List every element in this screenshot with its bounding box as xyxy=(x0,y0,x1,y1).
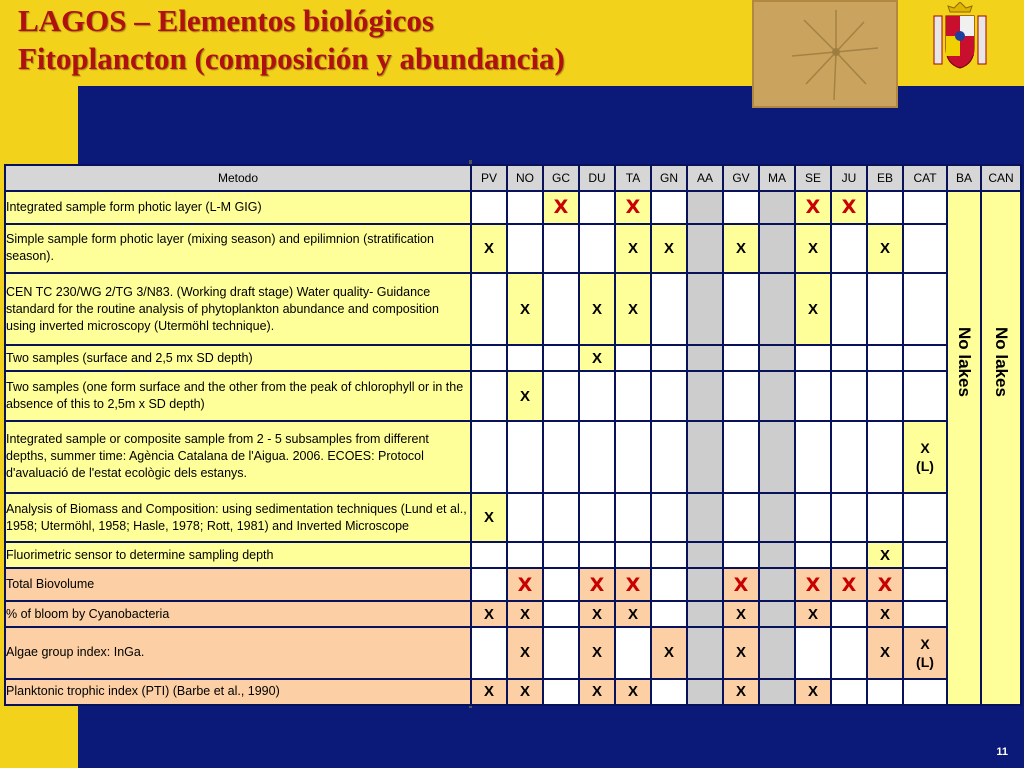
title-line-2: Fitoplancton (composición y abundancia) xyxy=(18,41,565,76)
cell-aa xyxy=(687,371,723,420)
cell-gc xyxy=(543,493,579,542)
cell-aa xyxy=(687,224,723,273)
cell-cat xyxy=(903,421,947,493)
cell-no xyxy=(507,273,543,345)
header-pv: PV xyxy=(471,165,507,191)
method-cell: Two samples (surface and 2,5 mx SD depth) xyxy=(5,345,471,371)
spain-coat-of-arms-icon xyxy=(926,2,994,74)
cell-gn xyxy=(651,568,687,601)
red-x-mark: X xyxy=(733,573,749,596)
cell-ju xyxy=(831,224,867,273)
cell-cat xyxy=(903,601,947,627)
header-gv: GV xyxy=(723,165,759,191)
cell-no xyxy=(507,627,543,679)
x-mark: X xyxy=(519,683,530,701)
cell-aa xyxy=(687,601,723,627)
cell-cat xyxy=(903,542,947,568)
cell-du xyxy=(579,542,615,568)
x-mark: X xyxy=(519,644,530,662)
cell-se xyxy=(795,345,831,371)
header-se: SE xyxy=(795,165,831,191)
x-mark: X xyxy=(879,605,890,623)
x-mark: X xyxy=(807,300,818,318)
cell-aa xyxy=(687,191,723,224)
red-x-mark: X xyxy=(805,196,821,219)
cell-ta xyxy=(615,601,651,627)
cell-ma xyxy=(759,191,795,224)
red-x-mark: X xyxy=(517,573,533,596)
cell-aa xyxy=(687,679,723,705)
cell-ju xyxy=(831,345,867,371)
x-mark: X xyxy=(483,683,494,701)
cell-gv xyxy=(723,601,759,627)
cell-du xyxy=(579,345,615,371)
header-gc: GC xyxy=(543,165,579,191)
cell-gn xyxy=(651,191,687,224)
method-cell: Two samples (one form surface and the other from the peak of chlorophyll or in the absence of this to 2,5m x SD depth) xyxy=(5,371,471,420)
x-mark: X xyxy=(663,239,674,257)
cell-du xyxy=(579,627,615,679)
cell-ta xyxy=(615,627,651,679)
cell-gc xyxy=(543,679,579,705)
cell-gv xyxy=(723,224,759,273)
red-x-mark: X xyxy=(625,573,641,596)
cell-eb xyxy=(867,345,903,371)
cell-du xyxy=(579,273,615,345)
cell-pv xyxy=(471,601,507,627)
method-cell: Simple sample form photic layer (mixing season) and epilimnion (stratification season). xyxy=(5,224,471,273)
cell-gv xyxy=(723,421,759,493)
table-row xyxy=(5,345,1021,371)
cell-aa xyxy=(687,627,723,679)
header-cat: CAT xyxy=(903,165,947,191)
header-ba: BA xyxy=(947,165,981,191)
cell-no xyxy=(507,191,543,224)
cell-no xyxy=(507,371,543,420)
cell-no xyxy=(507,679,543,705)
cell-se xyxy=(795,224,831,273)
cell-ta xyxy=(615,679,651,705)
cell-ta xyxy=(615,568,651,601)
cell-pv xyxy=(471,421,507,493)
cell-ma xyxy=(759,542,795,568)
cell-gn xyxy=(651,273,687,345)
method-cell: Analysis of Biomass and Composition: using sedimentation techniques (Lund et al., 1958; Utermöhl, 1958; Hasle, 1978; Rott, 1981) and Inverted Microscope xyxy=(5,493,471,542)
slide-number: 11 xyxy=(996,746,1008,758)
method-cell: Fluorimetric sensor to determine sampling depth xyxy=(5,542,471,568)
cell-eb xyxy=(867,493,903,542)
cell-gc xyxy=(543,542,579,568)
x-mark: X xyxy=(519,387,530,405)
cell-ju xyxy=(831,191,867,224)
cell-gc xyxy=(543,421,579,493)
cell-ju xyxy=(831,679,867,705)
table-row xyxy=(5,273,1021,345)
cell-no xyxy=(507,601,543,627)
cell-ta xyxy=(615,345,651,371)
cell-gc xyxy=(543,371,579,420)
x-mark: X xyxy=(483,239,494,257)
cell-eb xyxy=(867,191,903,224)
table-row xyxy=(5,224,1021,273)
cell-gv xyxy=(723,542,759,568)
cell-pv xyxy=(471,568,507,601)
cell-gc xyxy=(543,191,579,224)
cell-ju xyxy=(831,627,867,679)
cell-ju xyxy=(831,421,867,493)
x-mark: X xyxy=(735,239,746,257)
cell-ju xyxy=(831,568,867,601)
cell-eb xyxy=(867,601,903,627)
header-eb: EB xyxy=(867,165,903,191)
cell-pv xyxy=(471,493,507,542)
red-x-mark: X xyxy=(553,196,569,219)
cell-ma xyxy=(759,568,795,601)
cell-pv xyxy=(471,627,507,679)
cell-ju xyxy=(831,601,867,627)
cell-gn xyxy=(651,421,687,493)
x-mark: X xyxy=(879,239,890,257)
cell-gc xyxy=(543,601,579,627)
cell-eb xyxy=(867,421,903,493)
x-mark: X xyxy=(735,683,746,701)
x-mark: X xyxy=(807,605,818,623)
cell-cat xyxy=(903,191,947,224)
table-row xyxy=(5,371,1021,420)
cell-gv xyxy=(723,345,759,371)
cell-se xyxy=(795,627,831,679)
title-line-1: LAGOS – Elementos biológicos xyxy=(18,3,434,38)
cell-ta xyxy=(615,371,651,420)
no-lakes-cell-ba xyxy=(947,191,981,705)
x-mark: X xyxy=(591,605,602,623)
method-cell: CEN TC 230/WG 2/TG 3/N83. (Working draft stage) Water quality- Guidance standard for the routine analysis of phytoplankton abundance and composition using inverted microscopy (Utermöhl technique). xyxy=(5,273,471,345)
cell-gc xyxy=(543,224,579,273)
cell-du xyxy=(579,421,615,493)
cell-no xyxy=(507,493,543,542)
header-method: Metodo xyxy=(5,165,471,191)
x-mark: X xyxy=(483,605,494,623)
cell-gv xyxy=(723,679,759,705)
x-mark: X xyxy=(591,300,602,318)
cell-aa xyxy=(687,421,723,493)
cell-gn xyxy=(651,493,687,542)
cell-gn xyxy=(651,224,687,273)
method-cell: % of bloom by Cyanobacteria xyxy=(5,601,471,627)
cell-ju xyxy=(831,542,867,568)
table-row xyxy=(5,568,1021,601)
header-can: CAN xyxy=(981,165,1021,191)
cell-gn xyxy=(651,371,687,420)
no-lakes-label: No lakes xyxy=(955,326,974,397)
cell-gv xyxy=(723,627,759,679)
cell-ma xyxy=(759,627,795,679)
red-x-mark: X xyxy=(841,196,857,219)
phytoplankton-photo xyxy=(752,0,898,108)
table-row xyxy=(5,679,1021,705)
cell-du xyxy=(579,493,615,542)
table-row xyxy=(5,493,1021,542)
x-mark: X xyxy=(483,509,494,527)
header-ju: JU xyxy=(831,165,867,191)
table-row xyxy=(5,542,1021,568)
cell-eb xyxy=(867,627,903,679)
cell-ma xyxy=(759,345,795,371)
x-mark: X xyxy=(807,683,818,701)
cell-ta xyxy=(615,273,651,345)
cell-cat xyxy=(903,679,947,705)
cell-ta xyxy=(615,542,651,568)
x-mark: X (L) xyxy=(916,439,934,474)
x-mark: X xyxy=(627,239,638,257)
x-mark: X xyxy=(591,683,602,701)
cell-se xyxy=(795,273,831,345)
cell-ta xyxy=(615,421,651,493)
cell-pv xyxy=(471,345,507,371)
cell-ju xyxy=(831,371,867,420)
cell-ju xyxy=(831,273,867,345)
header-ta: TA xyxy=(615,165,651,191)
cell-cat xyxy=(903,568,947,601)
cell-aa xyxy=(687,493,723,542)
cell-pv xyxy=(471,542,507,568)
no-lakes-cell-can xyxy=(981,191,1021,705)
cell-ma xyxy=(759,273,795,345)
x-mark: X xyxy=(591,644,602,662)
cell-gv xyxy=(723,273,759,345)
cell-gc xyxy=(543,627,579,679)
cell-du xyxy=(579,191,615,224)
cell-ma xyxy=(759,679,795,705)
method-cell: Integrated sample or composite sample from 2 - 5 subsamples from different depths, summer time: Agència Catalana de l'Aigua. 2006. ECOES: Protocol d'avaluació de l'estat ecològic dels estanys. xyxy=(5,421,471,493)
x-mark: X xyxy=(591,349,602,367)
cell-eb xyxy=(867,273,903,345)
cell-eb xyxy=(867,679,903,705)
cell-pv xyxy=(471,371,507,420)
cell-cat xyxy=(903,371,947,420)
cell-eb xyxy=(867,568,903,601)
x-mark: X xyxy=(735,605,746,623)
method-cell: Planktonic trophic index (PTI) (Barbe et al., 1990) xyxy=(5,679,471,705)
cell-no xyxy=(507,568,543,601)
cell-pv xyxy=(471,191,507,224)
cell-no xyxy=(507,224,543,273)
cell-ma xyxy=(759,493,795,542)
cell-aa xyxy=(687,345,723,371)
cell-se xyxy=(795,371,831,420)
x-mark: X xyxy=(807,239,818,257)
cell-cat xyxy=(903,224,947,273)
cell-eb xyxy=(867,371,903,420)
red-x-mark: X xyxy=(805,573,821,596)
red-x-mark: X xyxy=(589,573,605,596)
methods-table xyxy=(4,164,1022,706)
header-du: DU xyxy=(579,165,615,191)
x-mark: X xyxy=(519,300,530,318)
cell-cat xyxy=(903,345,947,371)
table-row xyxy=(5,601,1021,627)
cell-pv xyxy=(471,679,507,705)
cell-ta xyxy=(615,224,651,273)
header-no: NO xyxy=(507,165,543,191)
cell-gn xyxy=(651,542,687,568)
x-mark: X xyxy=(663,644,674,662)
cell-gv xyxy=(723,568,759,601)
cell-ta xyxy=(615,191,651,224)
cell-gn xyxy=(651,679,687,705)
cell-ma xyxy=(759,421,795,493)
cell-se xyxy=(795,493,831,542)
cell-gn xyxy=(651,601,687,627)
x-mark: X xyxy=(627,605,638,623)
cell-no xyxy=(507,345,543,371)
cell-ma xyxy=(759,224,795,273)
red-x-mark: X xyxy=(625,196,641,219)
cell-pv xyxy=(471,224,507,273)
cell-eb xyxy=(867,542,903,568)
cell-cat xyxy=(903,493,947,542)
cell-eb xyxy=(867,224,903,273)
cell-ju xyxy=(831,493,867,542)
cell-gn xyxy=(651,345,687,371)
method-cell: Algae group index: InGa. xyxy=(5,627,471,679)
cell-gv xyxy=(723,493,759,542)
method-cell: Integrated sample form photic layer (L-M GIG) xyxy=(5,191,471,224)
x-mark: X xyxy=(519,605,530,623)
cell-du xyxy=(579,679,615,705)
cell-ma xyxy=(759,601,795,627)
cell-du xyxy=(579,601,615,627)
x-mark: X xyxy=(735,644,746,662)
no-lakes-label: No lakes xyxy=(992,326,1011,397)
cell-gc xyxy=(543,273,579,345)
red-x-mark: X xyxy=(841,573,857,596)
cell-du xyxy=(579,568,615,601)
cell-gv xyxy=(723,191,759,224)
header-gn: GN xyxy=(651,165,687,191)
cell-aa xyxy=(687,568,723,601)
cell-gn xyxy=(651,627,687,679)
cell-se xyxy=(795,542,831,568)
table-row xyxy=(5,627,1021,679)
table-row xyxy=(5,191,1021,224)
cell-se xyxy=(795,191,831,224)
cell-se xyxy=(795,601,831,627)
cell-no xyxy=(507,542,543,568)
cell-se xyxy=(795,421,831,493)
cell-gv xyxy=(723,371,759,420)
cell-cat xyxy=(903,273,947,345)
cell-aa xyxy=(687,542,723,568)
cell-du xyxy=(579,224,615,273)
cell-aa xyxy=(687,273,723,345)
x-mark: X (L) xyxy=(916,635,934,670)
method-cell: Total Biovolume xyxy=(5,568,471,601)
header-aa: AA xyxy=(687,165,723,191)
cell-ta xyxy=(615,493,651,542)
cell-ma xyxy=(759,371,795,420)
cell-se xyxy=(795,568,831,601)
x-mark: X xyxy=(879,644,890,662)
cell-gc xyxy=(543,568,579,601)
cell-du xyxy=(579,371,615,420)
table-row xyxy=(5,421,1021,493)
cell-gc xyxy=(543,345,579,371)
header-ma: MA xyxy=(759,165,795,191)
cell-se xyxy=(795,679,831,705)
cell-no xyxy=(507,421,543,493)
x-mark: X xyxy=(879,546,890,564)
x-mark: X xyxy=(627,300,638,318)
x-mark: X xyxy=(627,683,638,701)
red-x-mark: X xyxy=(877,573,893,596)
slide-title xyxy=(18,2,565,78)
cell-pv xyxy=(471,273,507,345)
table-header-row xyxy=(5,165,1021,191)
cell-cat xyxy=(903,627,947,679)
